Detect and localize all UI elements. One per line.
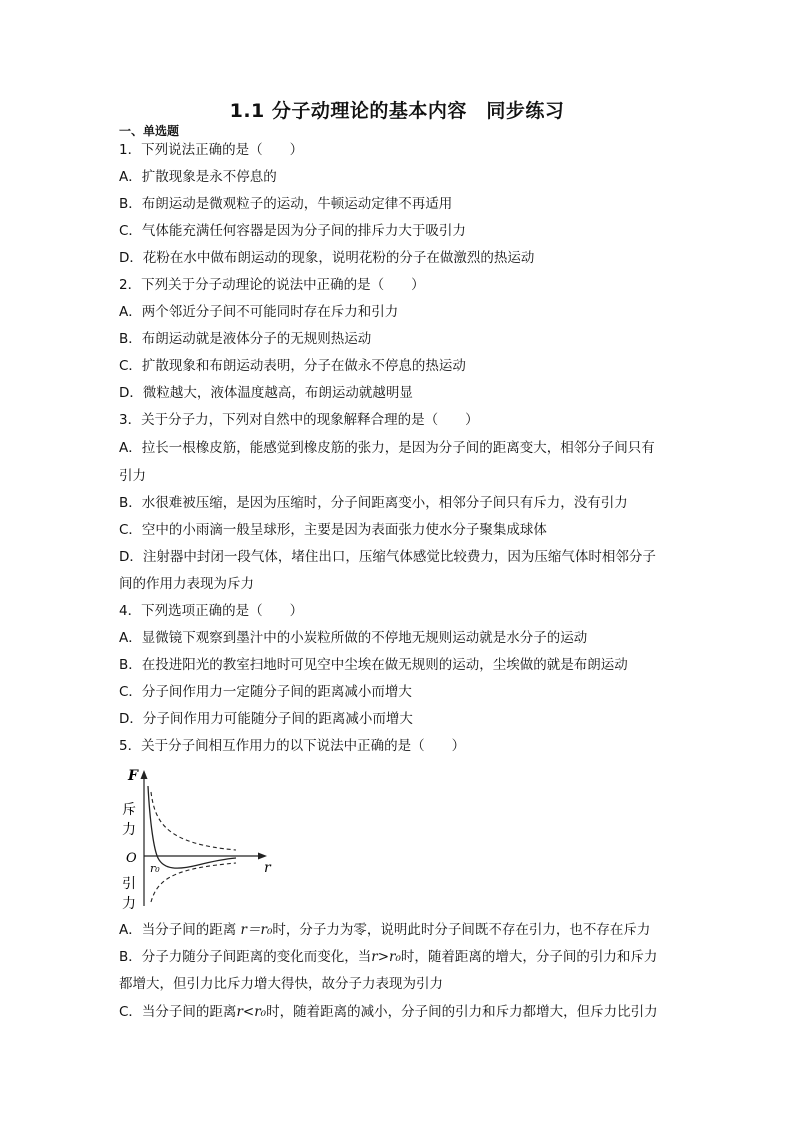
- page-title: 1.1 分子动理论的基本内容 同步练习: [229, 100, 565, 122]
- attraction-label-1: 引: [122, 876, 136, 892]
- question-3-option-d-line2: 间的作用力表现为斥力: [119, 576, 254, 592]
- origin-label: O: [126, 851, 137, 866]
- section-heading: 一、单选题: [119, 124, 180, 138]
- question-4-stem: 4．下列选项正确的是（ ）: [119, 603, 304, 619]
- option-c-text-2: 时，随着距离的减小，分子间的引力和斥力都增大，但斥力比引力: [266, 1004, 658, 1020]
- question-2-option-c: C．扩散现象和布朗运动表明，分子在做永不停息的热运动: [119, 358, 466, 374]
- option-b-text-2: 时，随着距离的增大，分子间的引力和斥力: [400, 949, 658, 965]
- repulsion-curve: [151, 792, 236, 850]
- question-2-option-a: A．两个邻近分子间不可能同时存在斥力和引力: [119, 304, 399, 320]
- question-5-option-a: [119, 921, 650, 939]
- question-3-stem: 3．关于分子力，下列对自然中的现象解释合理的是（ ）: [119, 412, 479, 428]
- y-axis-label: F: [128, 768, 138, 784]
- force-distance-figure: [118, 764, 278, 912]
- question-3-option-b: B．水很难被压缩，是因为压缩时，分子间距离变小，相邻分子间只有斥力，没有引力: [119, 495, 628, 511]
- question-1-option-a: A．扩散现象是永不停息的: [119, 169, 277, 185]
- question-5-option-c: [119, 1003, 658, 1021]
- question-2-stem: 2．下列关于分子动理论的说法中正确的是（ ）: [119, 277, 425, 293]
- question-4-option-c: C．分子间作用力一定随分子间的距离减小而增大: [119, 684, 412, 700]
- question-1-option-c: C．气体能充满任何容器是因为分子间的排斥力大于吸引力: [119, 223, 466, 239]
- r0-label: r₀: [150, 862, 160, 875]
- y-axis-arrow-icon: [141, 770, 148, 779]
- x-axis-label: r: [264, 860, 271, 876]
- option-a-text-1: A．当分子间的距离: [119, 922, 241, 938]
- option-c-text-1: C．当分子间的距离: [119, 1004, 237, 1020]
- question-2-option-d: D．微粒越大，液体温度越高，布朗运动就越明显: [119, 385, 413, 401]
- repulsion-label-1: 斥: [122, 802, 136, 818]
- question-4-option-d: D．分子间作用力可能随分子间的距离减小而增大: [119, 711, 413, 727]
- question-2-option-b: B．布朗运动就是液体分子的无规则热运动: [119, 331, 372, 347]
- question-5-option-b-line1: [119, 948, 657, 966]
- question-3-option-d-line1: D．注射器中封闭一段气体，堵住出口，压缩气体感觉比较费力，因为压缩气体时相邻分子: [119, 549, 656, 565]
- question-1-option-b: B．布朗运动是微观粒子的运动，牛顿运动定律不再适用: [119, 196, 453, 212]
- option-b-math: r>r₀: [371, 949, 401, 965]
- question-3-option-a-line2: 引力: [119, 468, 146, 484]
- question-5-stem: 5．关于分子间相互作用力的以下说法中正确的是（ ）: [119, 738, 466, 754]
- option-a-math: r＝r₀: [240, 922, 273, 938]
- question-4-option-a: A．显微镜下观察到墨汁中的小炭粒所做的不停地无规则运动就是水分子的运动: [119, 630, 588, 646]
- attraction-label-2: 力: [122, 896, 136, 912]
- option-b-text-1: B．分子力随分子间距离的变化而变化，当: [119, 949, 372, 965]
- question-3-option-a-line1: A．拉长一根橡皮筋，能感觉到橡皮筋的张力，是因为分子间的距离变大，相邻分子间只有: [119, 440, 655, 456]
- question-5-option-b-line2: 都增大，但引力比斥力增大得快，故分子力表现为引力: [119, 976, 443, 992]
- option-c-math: r<r₀: [236, 1004, 267, 1020]
- question-4-option-b: B．在投进阳光的教室扫地时可见空中尘埃在做无规则的运动，尘埃做的就是布朗运动: [119, 657, 628, 673]
- question-1-option-d: D．花粉在水中做布朗运动的现象，说明花粉的分子在做激烈的热运动: [119, 250, 535, 266]
- attraction-curve: [151, 863, 236, 902]
- force-distance-graph: [118, 764, 278, 912]
- question-3-option-c: C．空中的小雨滴一般呈球形，主要是因为表面张力使水分子聚集成球体: [119, 522, 547, 538]
- repulsion-label-2: 力: [122, 822, 136, 838]
- question-1-stem: 1．下列说法正确的是（ ）: [119, 142, 304, 158]
- x-axis-arrow-icon: [258, 853, 267, 860]
- option-a-text-2: 时，分子力为零，说明此时分子间既不存在引力，也不存在斥力: [272, 922, 651, 938]
